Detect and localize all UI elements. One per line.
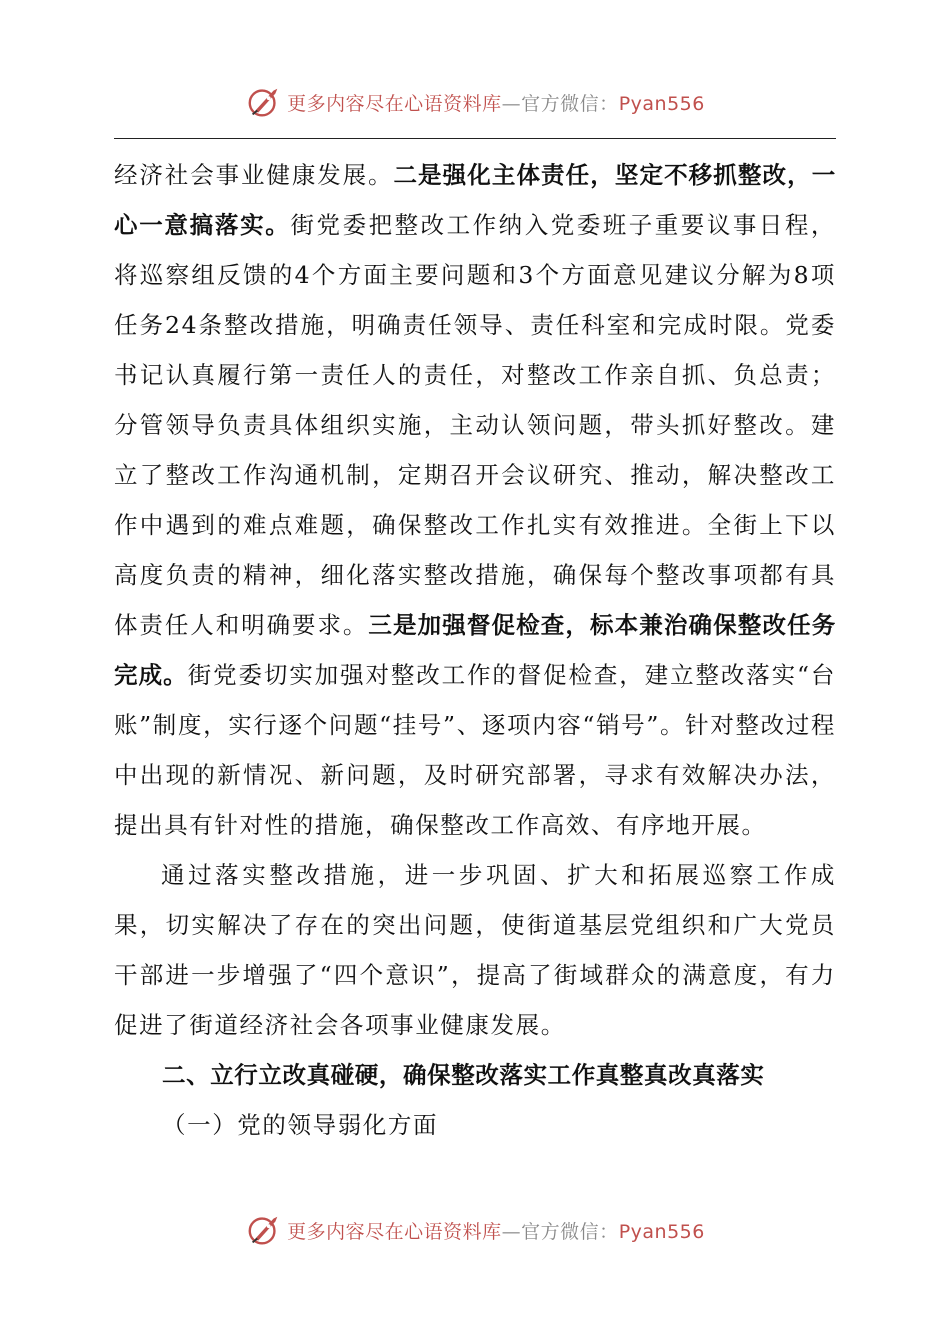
document-body bbox=[114, 150, 836, 1150]
section-heading: 二、立行立改真碰硬，确保整改落实工作真整真改真落实 bbox=[162, 1061, 765, 1089]
header-rule bbox=[114, 138, 836, 139]
subsection-heading: （一）党的领导弱化方面 bbox=[162, 1111, 439, 1139]
point-three-heading: 三是加强督促检查，标本兼治确保整改任务完成。 bbox=[114, 611, 837, 689]
footer-watermark bbox=[0, 1210, 950, 1250]
point-two-heading: 二是强化主体责任，坚定不移抓整改，一心一意搞落实。 bbox=[114, 161, 836, 239]
watermark-label: 官方微信： bbox=[521, 92, 619, 115]
paragraph-measures bbox=[114, 150, 836, 850]
paragraph-summary: 通过落实整改措施，进一步巩固、扩大和拓展巡察工作成果，切实解决了存在的突出问题，使街道基层党组织和广大党员干部进一步增强了“四个意识”，提高了街域群众的满意度，有力促进了街道经济社会各项事业健康发展。 bbox=[114, 861, 836, 1039]
watermark-label: 官方微信： bbox=[521, 1220, 619, 1243]
watermark-dash: — bbox=[501, 1220, 522, 1243]
quill-logo-icon bbox=[245, 83, 283, 121]
watermark-wechat-id: Pyan556 bbox=[618, 1220, 705, 1243]
header-watermark bbox=[0, 82, 950, 122]
paragraph-continuation: 经济社会事业健康发展。 bbox=[114, 161, 394, 189]
watermark-site-text: 更多内容尽在心语资料库 bbox=[287, 1220, 502, 1243]
point-three-text: 街党委切实加强对整改工作的督促检查，建立整改落实“台账”制度，实行逐个问题“挂号”、逐项内容“销号”。针对整改过程中出现的新情况、新问题，及时研究部署，寻求有效解决办法，提出具有针对性的措施，确保整改工作高效、有序地开展。 bbox=[114, 661, 836, 839]
point-two-text: 街党委把整改工作纳入党委班子重要议事日程，将巡察组反馈的4个方面主要问题和3个方面意见建议分解为8项任务24条整改措施，明确责任领导、责任科室和完成时限。党委书记认真履行第一责任人的责任，对整改工作亲自抓、负总责；分管领导负责具体组织实施，主动认领问题，带头抓好整改。建立了整改工作沟通机制，定期召开会议研究、推动，解决整改工作中遇到的难点难题，确保整改工作扎实有效推进。全街上下以高度负责的精神，细化落实整改措施，确保每个整改事项都有具体责任人和明确要求。 bbox=[114, 211, 836, 639]
quill-logo-icon bbox=[245, 1211, 283, 1249]
watermark-dash: — bbox=[501, 92, 522, 115]
watermark-wechat-id: Pyan556 bbox=[618, 92, 705, 115]
watermark-site-text: 更多内容尽在心语资料库 bbox=[287, 92, 502, 115]
